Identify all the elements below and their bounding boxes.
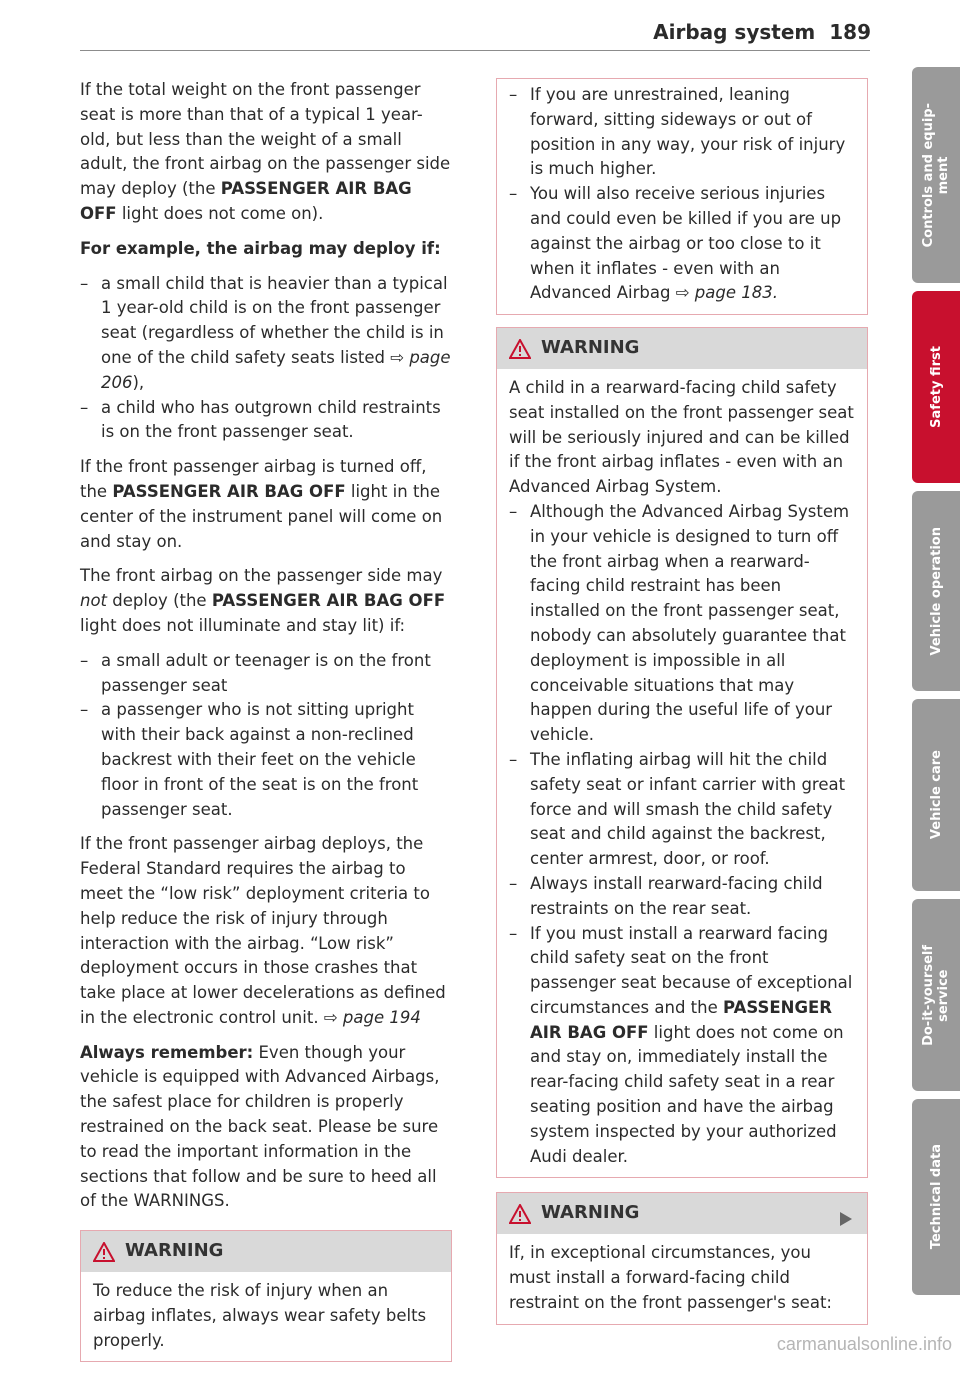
warning-text: If, in exceptional circumstances, you must install a forward-facing child restraint on the front passenger's seat: <box>509 1243 832 1312</box>
warning-icon <box>509 1204 531 1224</box>
warning-box <box>496 327 868 1178</box>
paragraph: If the front passenger airbag deploys, the Federal Standard requires the airbag to meet the “low risk” deployment criteria to help reduce the risk of injury through interaction with the airbag. “Low risk” deployment occurs in those crashes that take place at lower decelerations as defined in the electronic control unit. ⇨ page 194 <box>80 834 446 1027</box>
list-item: – a passenger who is not sitting upright with their back against a non-reclined backrest with their feet on the vehicle floor in front of the seat is on the front passenger seat. <box>80 698 452 822</box>
list-item: – a small child that is heavier than a typical 1 year-old child is on the front passenger seat (regardless of whether the child is in one of the child safety seats listed ⇨ page 206), <box>80 272 452 396</box>
paragraph: The front airbag on the passenger side may not deploy (the PASSENGER AIR BAG OFF light does not illuminate and stay lit) if: <box>80 566 446 635</box>
warning-box <box>496 1192 868 1324</box>
section-title: Airbag system <box>653 20 816 44</box>
tab-technical-data[interactable]: Technical data <box>912 1099 960 1295</box>
warning-intro: A child in a rearward-facing child safety seat installed on the front passenger seat will be seriously injured and can be killed if the front airbag inflates - even with an Advanced Airbag System. <box>509 377 854 497</box>
example-heading: For example, the airbag may deploy if: <box>80 238 441 258</box>
list-item: – You will also receive serious injuries and could even be killed if you are up against the airbag or too close to it when it inflates - even with an Advanced Airbag ⇨ page 183. <box>509 182 855 306</box>
watermark: carmanualsonline.info <box>776 1334 952 1354</box>
warning-list <box>509 500 855 1170</box>
page-header <box>653 20 871 44</box>
tab-do-it-yourself-service[interactable]: Do-it-yourself service <box>912 899 960 1091</box>
right-column <box>496 78 868 1337</box>
page-ref-link[interactable]: ⇨ page 183. <box>675 283 778 303</box>
list-item: – Although the Advanced Airbag System in your vehicle is designed to turn off the front airbag when a rearward-facing child restraint has been installed on the front passenger seat, nobody can absolutely guarantee that deployment is impossible in all conceivable situations that may happen during the useful life of your vehicle. <box>509 500 855 748</box>
continue-arrow-icon <box>840 1212 852 1226</box>
warning-header: WARNING <box>497 1193 867 1234</box>
page-number: 189 <box>829 20 871 44</box>
list-item: – a small adult or teenager is on the front passenger seat <box>80 649 452 699</box>
left-column <box>80 78 452 1374</box>
list-item: – Always install rearward-facing child restraints on the rear seat. <box>509 872 855 922</box>
warning-header: WARNING <box>497 328 867 369</box>
paragraph: If the total weight on the front passenger seat is more than that of a typical 1 year-old, but less than the weight of a small adult, the front airbag on the passenger side may deploy (the PASSENGER AIR BAG OFF light does not come on). <box>80 80 451 223</box>
paragraph: If the front passenger airbag is turned off, the PASSENGER AIR BAG OFF light in the center of the instrument panel will come on and stay on. <box>80 457 443 551</box>
warning-icon <box>509 339 531 359</box>
warning-text: To reduce the risk of injury when an airbag inflates, always wear safety belts properly. <box>93 1281 427 1350</box>
no-deploy-list <box>80 649 452 823</box>
warning-icon <box>93 1242 115 1262</box>
warning-header: WARNING <box>81 1231 451 1272</box>
tab-vehicle-care[interactable]: Vehicle care <box>912 699 960 891</box>
risk-list <box>509 83 855 306</box>
tab-safety-first[interactable]: Safety first <box>912 291 960 483</box>
list-item: – a child who has outgrown child restraints is on the front passenger seat. <box>80 396 452 446</box>
warning-box <box>80 1230 452 1362</box>
tab-vehicle-operation[interactable]: Vehicle operation <box>912 491 960 691</box>
list-item: – If you must install a rearward facing child safety seat on the front passenger seat because of exceptional circumstances and the PASSENGER AIR BAG OFF light does not come on and stay on, immediately install the rear-facing child safety seat in a rear seating position and have the airbag system inspected by your authorized Audi dealer. <box>509 922 855 1170</box>
page-ref-link[interactable]: ⇨ page 206 <box>101 347 451 392</box>
tab-controls-and-equipment[interactable]: Controls and equip- ment <box>912 67 960 283</box>
list-item: – The inflating airbag will hit the child safety seat or infant carrier with great force and will smash the child safety seat and child against the backrest, center armrest, door, or roof. <box>509 748 855 872</box>
continued-warning-box <box>496 78 868 315</box>
page-ref-link[interactable]: ⇨ page 194 <box>323 1007 421 1027</box>
deploy-list <box>80 272 452 446</box>
list-item: – If you are unrestrained, leaning forward, sitting sideways or out of position in any way, your risk of injury is much higher. <box>509 83 855 182</box>
header-rule <box>80 50 870 51</box>
paragraph: Always remember: Even though your vehicle is equipped with Advanced Airbags, the safest place for children is properly restrained on the back seat. Please be sure to read the important information in the sections that follow and be sure to heed all of the WARNINGS. <box>80 1042 440 1211</box>
